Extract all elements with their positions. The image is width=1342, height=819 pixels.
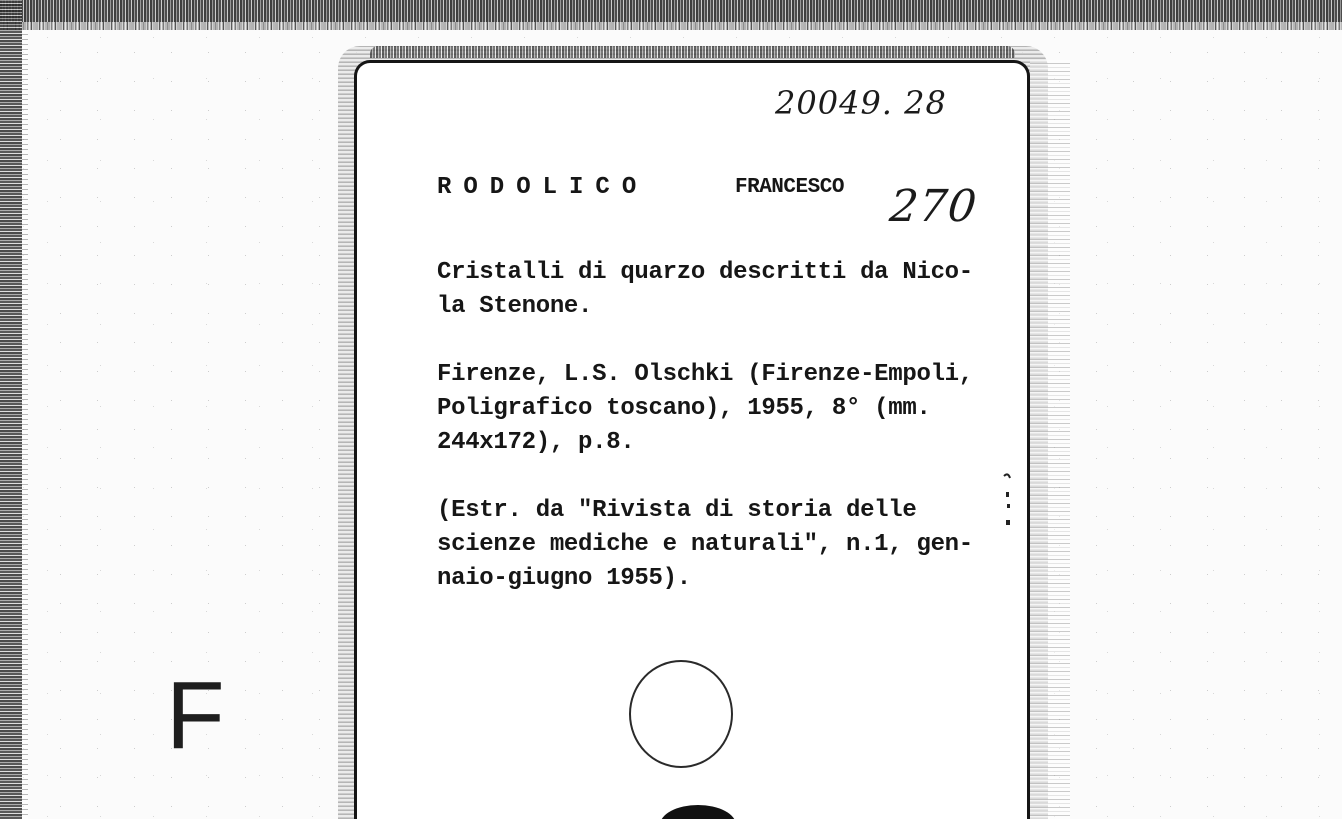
publication-line: 244x172), p.8. (437, 429, 635, 456)
margin-letter: F (166, 662, 225, 769)
title-line: Cristalli di quarzo descritti da Nico- (437, 259, 973, 286)
card-top-edge (370, 46, 1015, 58)
scanner-top-edge (0, 0, 1342, 30)
scanner-left-edge-inner (22, 30, 28, 819)
scanner-left-edge (0, 0, 22, 819)
extract-note-line: naio-giugno 1955). (437, 565, 691, 592)
publication-line: Poligrafico toscano), 1955, 8° (mm. (437, 395, 931, 422)
title-line: la Stenone. (437, 293, 593, 320)
margin-tick-marks (998, 468, 1014, 528)
handwritten-shelf-number: 270 (887, 181, 980, 232)
card-right-shadow (1030, 60, 1070, 819)
punch-hole (629, 660, 733, 768)
handwritten-accession-number: 20049. 28 (775, 84, 947, 122)
publication-line: Firenze, L.S. Olschki (Firenze-Empoli, (437, 361, 973, 388)
extract-note-line: (Estr. da "Rivista di storia delle (437, 497, 917, 524)
extract-note-line: scienze mediche e naturali", n.1, gen- (437, 531, 973, 558)
author-first-name: FRANCESCO (735, 176, 844, 199)
author-surname: RODOLICO (437, 174, 649, 201)
